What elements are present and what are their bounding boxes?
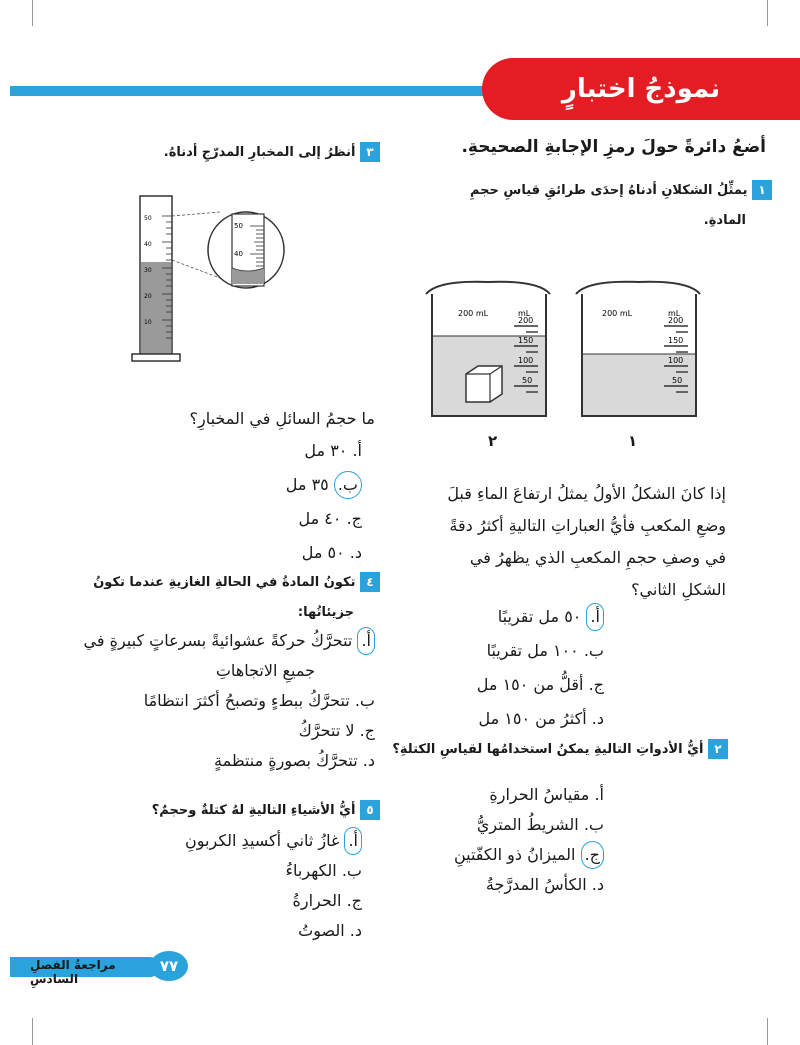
q4-text-line1: تكونُ المادةُ في الحالةِ الغازيةِ عندما تكونُ bbox=[93, 575, 356, 590]
q1-options bbox=[404, 600, 604, 736]
q4-text-line2: جزيئاتُها: bbox=[297, 605, 354, 620]
q1-para-line: في وصفِ حجمِ المكعبِ الذي يظهرُ في bbox=[469, 548, 726, 567]
q4-option-d[interactable]: د. تتحرَّكُ بصورةٍ منتظمةٍ bbox=[214, 751, 375, 770]
cyl-tick-40: 40 bbox=[144, 241, 152, 248]
q2-text: أيُّ الأدواتِ التاليةِ يمكنُ استخدامُها لقياسِ الكتلةِ؟ bbox=[392, 742, 704, 757]
q2-option-c[interactable]: ج. الميزانُ ذو الكفّتينِ bbox=[404, 840, 604, 870]
q2-prompt bbox=[388, 735, 728, 765]
ice-cube bbox=[466, 366, 502, 402]
q3-prompt bbox=[50, 138, 380, 168]
q3-text: أنظرُ إلى المخبارِ المدرّجِ أدناهُ. bbox=[163, 145, 356, 160]
footer-chapter: مراجعةُ الفصلِ السادسِ bbox=[30, 958, 116, 986]
beaker-2-tick-100: 100 bbox=[518, 356, 534, 365]
q1-number: ١ bbox=[752, 180, 772, 200]
beaker-2-capacity: 200 mL bbox=[458, 309, 489, 318]
cylinder-liquid bbox=[141, 262, 171, 355]
answer-circle: أ. bbox=[357, 627, 375, 655]
q3-question: ما حجمُ السائلِ في المخبارِ؟ bbox=[189, 409, 375, 428]
q2-option-d[interactable]: د. الكأسُ المدرَّجةُ bbox=[485, 875, 604, 894]
beaker-1-tick-100: 100 bbox=[668, 356, 684, 365]
answer-circle: ج. bbox=[581, 841, 604, 869]
beaker-1 bbox=[576, 282, 700, 416]
q4-options bbox=[35, 626, 375, 776]
q3-number: ٣ bbox=[360, 142, 380, 162]
beaker-2-unit: mL bbox=[518, 309, 531, 318]
header-rule bbox=[10, 86, 510, 96]
cyl-tick-50: 50 bbox=[144, 215, 152, 222]
q5-number: ٥ bbox=[360, 800, 380, 820]
q1-text-line2: المادةِ. bbox=[703, 213, 746, 228]
q3-option-c[interactable]: ج. ٤٠ مل bbox=[298, 509, 362, 528]
beaker-1-tick-150: 150 bbox=[668, 336, 684, 345]
cyl-tick-20: 20 bbox=[144, 293, 152, 300]
cyl-tick-30: 30 bbox=[144, 267, 152, 274]
beaker-2-tick-150: 150 bbox=[518, 336, 534, 345]
q1-option-d[interactable]: د. أكثرُ من ١٥٠ مل bbox=[478, 709, 604, 728]
q5-option-d[interactable]: د. الصوتُ bbox=[298, 921, 362, 940]
zoom-tick-40: 40 bbox=[234, 250, 243, 258]
q5-text: أيُّ الأشياءِ التاليةِ لهُ كتلةٌ وحجمٌ؟ bbox=[151, 803, 356, 818]
page-title: نموذجُ اختبارٍ bbox=[482, 58, 800, 120]
q3-option-d[interactable]: د. ٥٠ مل bbox=[301, 543, 362, 562]
cylinder-base bbox=[132, 354, 180, 361]
q5-option-b[interactable]: ب. الكهرباءُ bbox=[285, 861, 362, 880]
beaker-1-unit: mL bbox=[668, 309, 681, 318]
q1-option-c[interactable]: ج. أقلُّ من ١٥٠ مل bbox=[476, 675, 604, 694]
q1-para-line: إذا كانَ الشكلُ الأولُ يمثلُ ارتفاعَ الماءِ قبلَ bbox=[447, 484, 726, 503]
q2-option-a[interactable]: أ. مقياسُ الحرارةِ bbox=[489, 785, 604, 804]
q4-option-a[interactable]: أ. تتحرَّكُ حركةً عشوائيةً بسرعاتٍ كبيرةٍ في bbox=[35, 626, 375, 656]
beaker-1-capacity: 200 mL bbox=[602, 309, 633, 318]
answer-circle: ب. bbox=[334, 471, 362, 499]
q4-option-a-cont: جميعِ الاتجاهاتِ bbox=[215, 661, 315, 680]
figure-2-label: ٢ bbox=[488, 432, 498, 450]
beaker-2-tick-200: 200 bbox=[518, 316, 534, 325]
q1-text-line1: يمثِّلُ الشكلانِ أدناهُ إحدَى طرائقِ قياسِ حجمِ bbox=[469, 183, 748, 198]
beakers-figure bbox=[418, 276, 728, 426]
answer-circle: أ. bbox=[586, 603, 604, 631]
cyl-tick-10: 10 bbox=[144, 319, 152, 326]
q1-para-line: الشكلِ الثاني؟ bbox=[631, 580, 726, 599]
crop-mark bbox=[767, 1018, 768, 1045]
q3-option-a[interactable]: أ. ٣٠ مل bbox=[304, 441, 362, 460]
q4-number: ٤ bbox=[360, 572, 380, 592]
q5-prompt bbox=[40, 796, 380, 826]
q1-option-a[interactable]: أ. ٥٠ مل تقريبًا bbox=[404, 600, 604, 634]
beaker-2-tick-50: 50 bbox=[522, 376, 533, 385]
q5-options bbox=[62, 826, 362, 946]
q4-option-c[interactable]: ج. لا تتحرَّكُ bbox=[298, 721, 375, 740]
crop-mark bbox=[32, 0, 33, 26]
q3-options bbox=[162, 434, 362, 570]
instruction: أضعُ دائرةً حولَ رمزِ الإجابةِ الصحيحةِ. bbox=[461, 137, 766, 157]
q1-para-line: وضعِ المكعبِ فأيُّ العباراتِ التاليةِ أكثرُ دقةً bbox=[449, 516, 726, 535]
figure-1-label: ١ bbox=[628, 432, 638, 450]
q2-option-b[interactable]: ب. الشريطُ المتريُّ bbox=[476, 815, 604, 834]
q1-paragraph bbox=[396, 478, 726, 606]
page-number: ٧٧ bbox=[150, 951, 188, 981]
answer-circle: أ. bbox=[344, 827, 362, 855]
beaker-2 bbox=[426, 282, 550, 416]
q4-prompt bbox=[40, 568, 380, 628]
q5-option-c[interactable]: ج. الحرارةُ bbox=[292, 891, 362, 910]
crop-mark bbox=[767, 0, 768, 26]
q5-option-a[interactable]: أ. غازُ ثاني أكسيدِ الكربونِ bbox=[62, 826, 362, 856]
beaker-1-tick-200: 200 bbox=[668, 316, 684, 325]
q1-prompt bbox=[402, 176, 772, 236]
q3-option-b[interactable]: ب. ٣٥ مل bbox=[162, 468, 362, 502]
beaker-1-tick-50: 50 bbox=[672, 376, 683, 385]
q4-option-b[interactable]: ب. تتحرَّكُ ببطءٍ وتصبحُ أكثرَ انتظامًا bbox=[143, 691, 375, 710]
crop-mark bbox=[32, 1018, 33, 1045]
q2-options bbox=[404, 780, 604, 900]
graduated-cylinder-figure bbox=[128, 190, 288, 370]
zoom-tick-50: 50 bbox=[234, 222, 243, 230]
q2-number: ٢ bbox=[708, 739, 728, 759]
q1-option-b[interactable]: ب. ١٠٠ مل تقريبًا bbox=[486, 641, 604, 660]
